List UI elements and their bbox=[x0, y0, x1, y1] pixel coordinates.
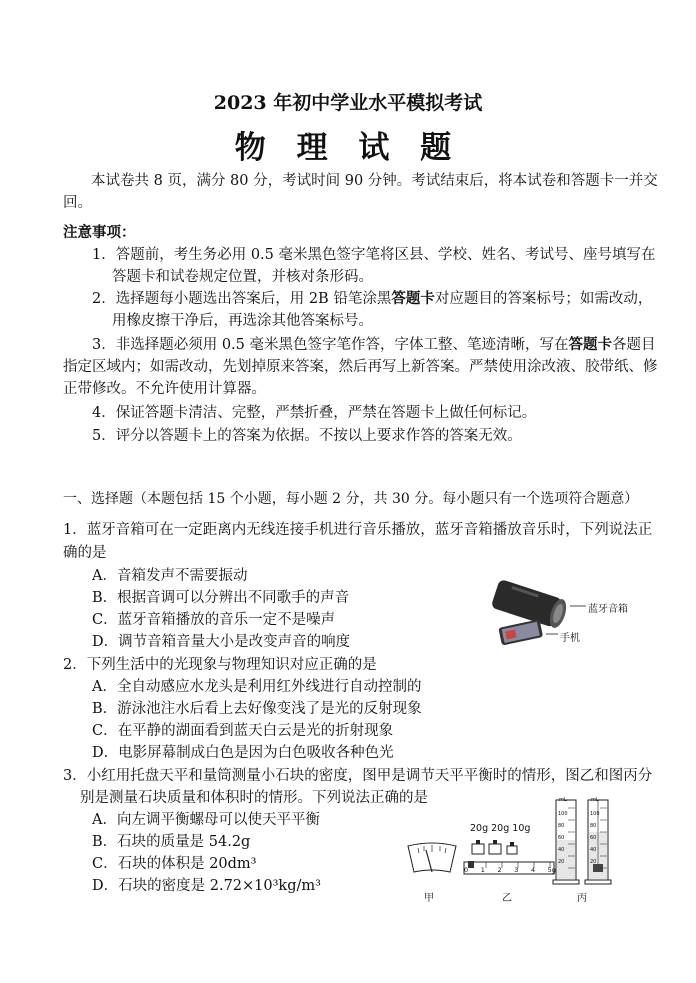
notice-item-3-line-1 bbox=[92, 336, 656, 354]
q3-option-d: D．石块的密度是 2.72×10³kg/m³ bbox=[92, 878, 321, 894]
q1-option-b: B．根据音调可以分辨出不同歌手的声音 bbox=[92, 590, 350, 606]
q1-speaker-figure bbox=[488, 572, 638, 662]
rider-tick: 5g bbox=[547, 866, 556, 874]
cylinder-2-unit: mL bbox=[591, 797, 599, 803]
cylinder-2-tick: 100 bbox=[590, 811, 600, 817]
notice-item-4: 4．保证答题卡清洁、完整，严禁折叠，严禁在答题卡上做任何标记。 bbox=[92, 405, 537, 421]
cylinder-2-ticks bbox=[590, 808, 602, 868]
q3-option-c: C．石块的体积是 20dm³ bbox=[92, 856, 257, 872]
notice-item-3-post: 各题目 bbox=[612, 337, 656, 353]
q3-stem-line-1: 3．小红用托盘天平和量筒测量小石块的密度，图甲是调节天平平衡时的情形，图乙和图丙分 bbox=[63, 768, 653, 784]
cylinder-1-tick: 80 bbox=[558, 823, 565, 829]
cylinder-2-tick: 80 bbox=[590, 823, 597, 829]
q3-stem-line-2: 别是测量石块质量和体积时的情形。下列说法正确的是 bbox=[80, 790, 428, 806]
rider-tick: 0 bbox=[464, 866, 469, 874]
figure-label-bing: 丙 bbox=[577, 893, 587, 904]
q2-stem: 2．下列生活中的光现象与物理知识对应正确的是 bbox=[63, 657, 377, 673]
balance-pointer-figure bbox=[404, 842, 460, 876]
figure-label-jia: 甲 bbox=[424, 893, 434, 904]
notice-item-1-line-2: 答题卡和试卷规定位置，并核对条形码。 bbox=[112, 269, 373, 285]
rider-tick: 3 bbox=[514, 866, 519, 874]
notice-item-5: 5．评分以答题卡上的答案为依据。不按以上要求作答的答案无效。 bbox=[92, 428, 522, 444]
q3-option-a: A．向左调平衡螺母可以使天平平衡 bbox=[92, 812, 320, 828]
q2-option-d: D．电影屏幕制成白色是因为白色吸收各种色光 bbox=[92, 745, 394, 761]
weight-20g-a bbox=[472, 844, 484, 854]
cylinder-1-unit: mL bbox=[559, 797, 567, 803]
rider-tick: 4 bbox=[530, 866, 536, 874]
notice-item-2-post: 对应题目的答案标号；如需改动， bbox=[434, 291, 653, 307]
speaker-label: 蓝牙音箱 bbox=[588, 604, 628, 615]
rider-tick: 1 bbox=[480, 866, 485, 874]
q1-stem-line-1: 1．蓝牙音箱可在一定距离内无线连接手机进行音乐播放，蓝牙音箱播放音乐时，下列说法正 bbox=[63, 522, 653, 538]
phone-illustration bbox=[498, 619, 543, 645]
q1-option-a: A．音箱发声不需要振动 bbox=[92, 568, 248, 584]
notice-item-2-pre: 2．选择题每小题选出答案后，用 2B 铅笔涂黑 bbox=[92, 291, 392, 307]
cylinder-1-ticks bbox=[558, 808, 570, 868]
q1-option-d: D．调节音箱音量大小是改变声音的响度 bbox=[92, 634, 351, 650]
notice-heading: 注意事项： bbox=[63, 224, 136, 241]
notice-item-2-line-1 bbox=[92, 290, 652, 308]
exam-title: 2023 年初中学业水平模拟考试 bbox=[213, 92, 483, 114]
section-1-heading: 一、选择题（本题包括 15 个小题，每小题 2 分，共 30 分。每小题只有一个选项符合题意） bbox=[63, 491, 639, 507]
cylinder-2-tick: 40 bbox=[590, 847, 597, 853]
phone-label: 手机 bbox=[560, 633, 580, 644]
q1-stem-line-2: 确的是 bbox=[63, 545, 107, 561]
notice-item-1-line-1: 1．答题前，考生务必用 0.5 毫米黑色签字笔将区县、学校、姓名、考试号、座号填写在 bbox=[92, 247, 656, 263]
q2-option-b: B．游泳池注水后看上去好像变浅了是光的反射现象 bbox=[92, 701, 422, 717]
subject-title: 物 理 试 题 bbox=[234, 130, 462, 166]
q3-option-b: B．石块的质量是 54.2g bbox=[92, 834, 251, 850]
intro-line-2: 回。 bbox=[63, 195, 92, 211]
notice-item-3-line-2: 指定区域内；如需改动，先划掉原来答案，然后再写上新答案。严禁使用涂改液、胶带纸、修 bbox=[63, 359, 658, 375]
weight-10g bbox=[507, 846, 517, 854]
weights-label: 20g 20g 10g bbox=[470, 823, 531, 834]
figure-label-yi: 乙 bbox=[502, 893, 512, 904]
rider-tick: 2 bbox=[497, 866, 502, 874]
q2-option-c: C．在平静的湖面看到蓝天白云是光的折射现象 bbox=[92, 723, 394, 739]
cylinder-1-tick: 40 bbox=[558, 847, 565, 853]
q1-option-c: C．蓝牙音箱播放的音乐一定不是噪声 bbox=[92, 612, 336, 628]
q2-option-a: A．全自动感应水龙头是利用红外线进行自动控制的 bbox=[92, 679, 422, 695]
cylinder-1-tick: 20 bbox=[558, 859, 565, 865]
notice-item-3-bold: 答题卡 bbox=[568, 336, 613, 353]
cylinder-1-tick: 100 bbox=[558, 811, 568, 817]
cylinder-1-tick: 60 bbox=[558, 835, 565, 841]
notice-item-2-bold: 答题卡 bbox=[391, 290, 435, 307]
notice-item-3-line-3: 正带修改。不允许使用计算器。 bbox=[63, 381, 266, 397]
intro-line-1: 本试卷共 8 页，满分 80 分，考试时间 90 分钟。考试结束后，将本试卷和答题卡一并交 bbox=[91, 173, 658, 189]
cylinder-2-tick: 60 bbox=[590, 835, 597, 841]
notice-item-2-line-2: 用橡皮擦干净后，再选涂其他答案标号。 bbox=[112, 313, 373, 329]
rider-tick-labels bbox=[464, 866, 556, 874]
notice-item-3-pre: 3．非选择题必须用 0.5 毫米黑色签字笔作答，字体工整、笔迹清晰，写在 bbox=[92, 337, 569, 353]
weight-20g-b bbox=[489, 844, 501, 854]
cylinder-2-tick: 20 bbox=[590, 859, 597, 865]
